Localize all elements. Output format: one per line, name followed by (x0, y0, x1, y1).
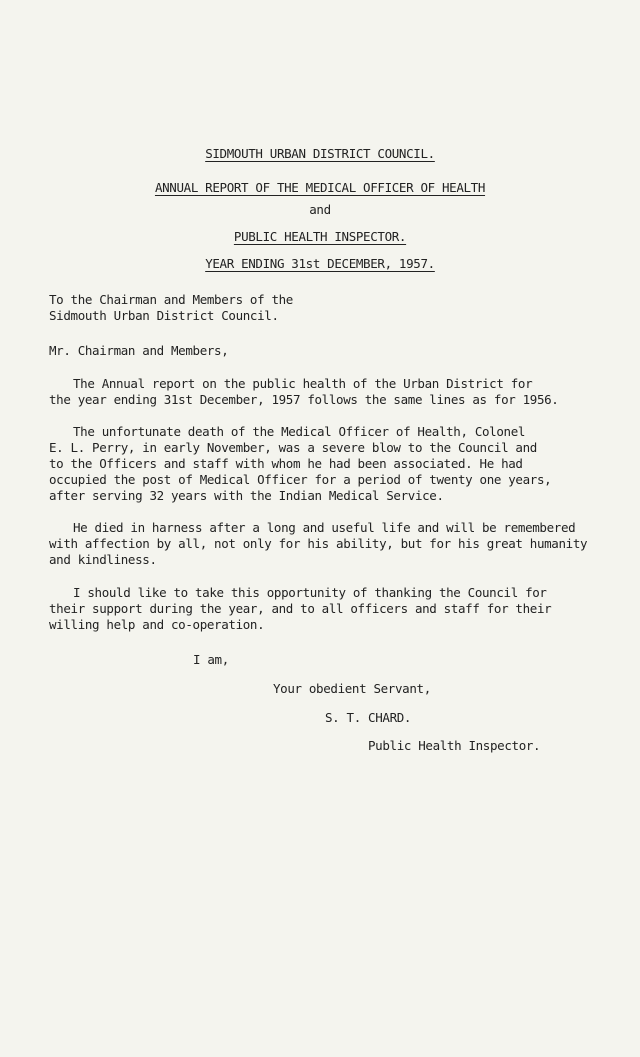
address-line-1: To the Chairman and Members of the (49, 292, 293, 307)
paragraph-4-line-3: willing help and co-operation. (49, 617, 265, 632)
paragraph-1-line-1: The Annual report on the public health of the Urban District for (73, 376, 533, 391)
year-heading: YEAR ENDING 31st DECEMBER, 1957. (205, 256, 435, 271)
paragraph-2-line-5: after serving 32 years with the Indian Medical Service. (49, 488, 444, 503)
paragraph-2-line-4: occupied the post of Medical Officer for a period of twenty one years, (49, 472, 552, 487)
paragraph-3-line-3: and kindliness. (49, 552, 157, 567)
closing-servant: Your obedient Servant, (273, 681, 431, 696)
signatory-name: S. T. CHARD. (325, 710, 412, 725)
address-line-2: Sidmouth Urban District Council. (49, 308, 279, 323)
paragraph-1-line-2: the year ending 31st December, 1957 follows the same lines as for 1956. (49, 392, 559, 407)
paragraph-3-line-1: He died in harness after a long and useful life and will be remembered (73, 520, 576, 535)
paragraph-4-line-1: I should like to take this opportunity of thanking the Council for (73, 585, 547, 600)
salutation: Mr. Chairman and Members, (49, 343, 229, 358)
and-line: and (309, 202, 331, 217)
paragraph-2-line-2: E. L. Perry, in early November, was a severe blow to the Council and (49, 440, 537, 455)
paragraph-2-line-3: to the Officers and staff with whom he had been associated. He had (49, 456, 523, 471)
paragraph-4-line-2: their support during the year, and to all officers and staff for their (49, 601, 552, 616)
signatory-title: Public Health Inspector. (368, 738, 541, 753)
paragraph-3-line-2: with affection by all, not only for his ability, but for his great humanity (49, 536, 588, 551)
paragraph-2-line-1: The unfortunate death of the Medical Officer of Health, Colonel (73, 424, 526, 439)
closing-i-am: I am, (193, 652, 229, 667)
inspector-heading: PUBLIC HEALTH INSPECTOR. (233, 229, 407, 244)
council-heading: SIDMOUTH URBAN DISTRICT COUNCIL. (205, 146, 435, 161)
report-heading: ANNUAL REPORT OF THE MEDICAL OFFICER OF HEALTH (154, 180, 486, 195)
